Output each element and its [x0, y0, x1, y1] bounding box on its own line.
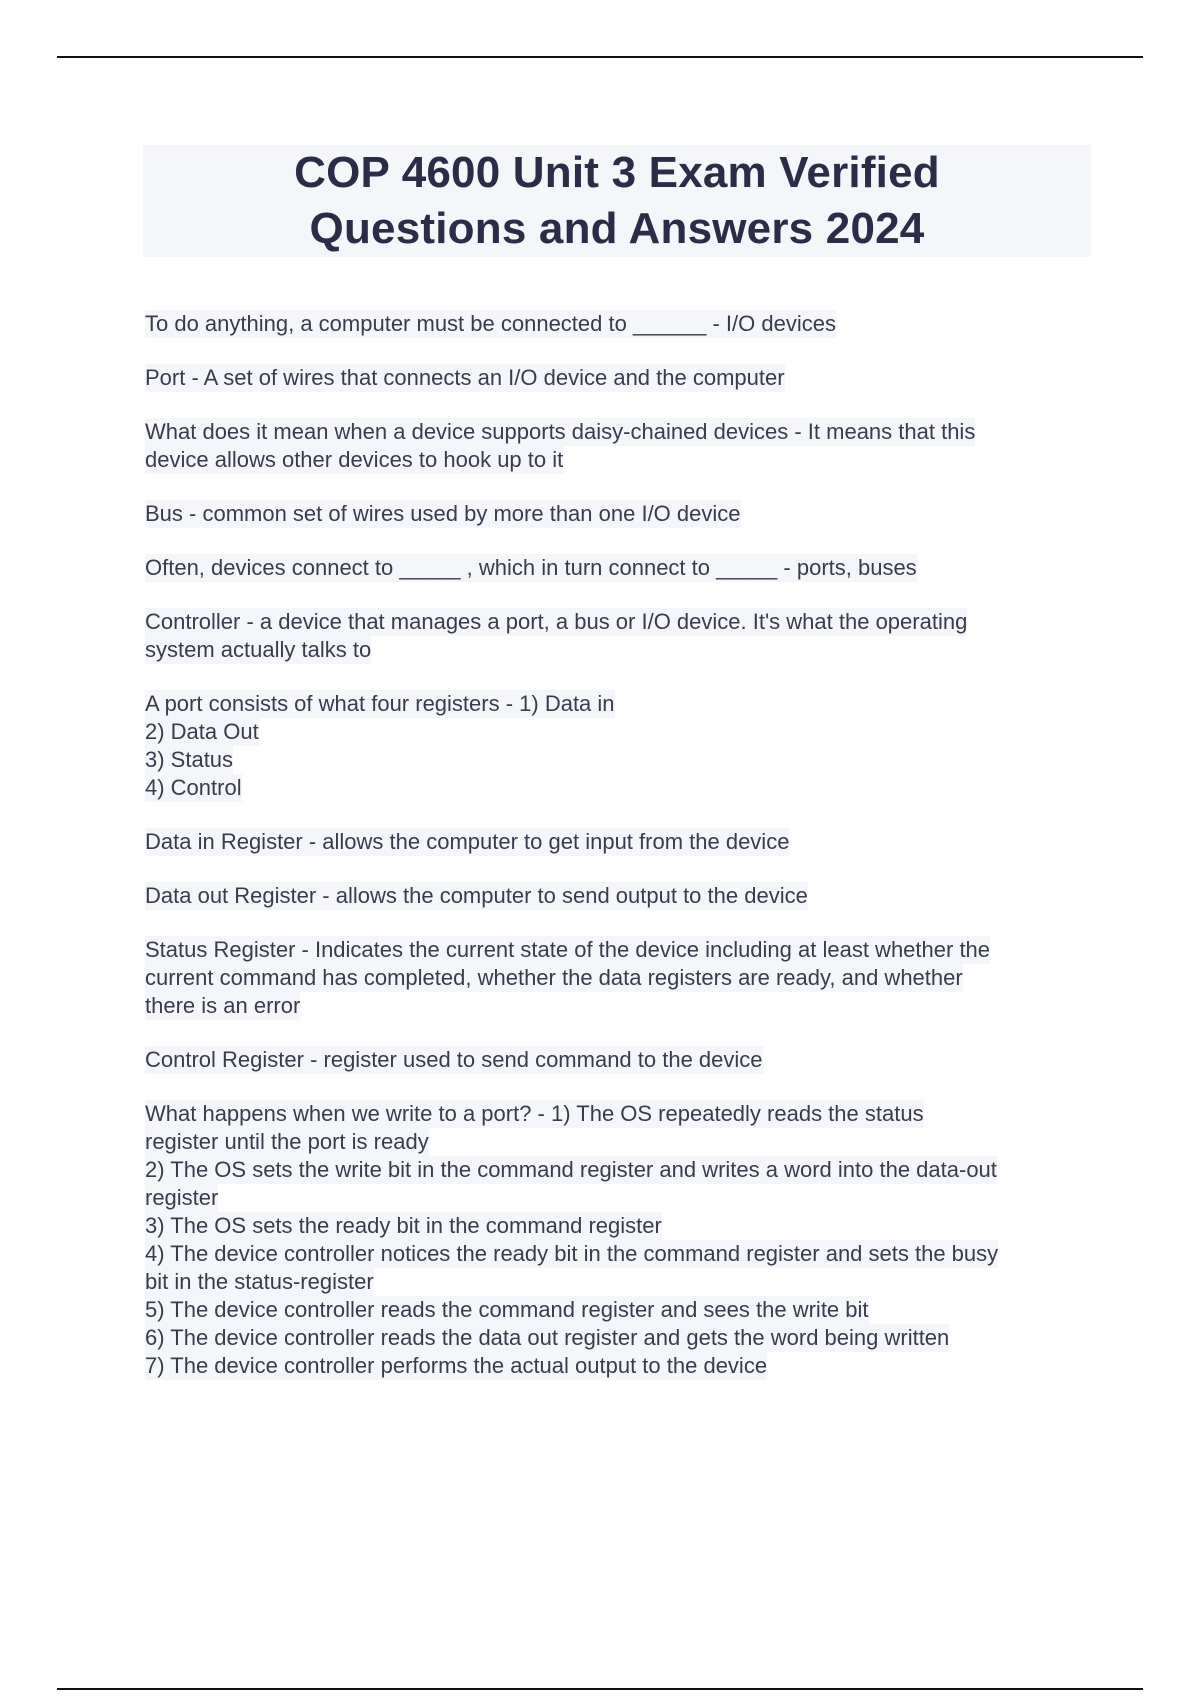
qa-text-line: register — [145, 1185, 219, 1210]
qa-item — [145, 608, 1090, 664]
qa-text-line: Controller - a device that manages a port, a bus or I/O device. It's what the operating — [145, 609, 968, 634]
qa-text-line: 4) Control — [145, 775, 242, 800]
top-divider — [57, 56, 1143, 58]
qa-text-line: 2) Data Out — [145, 719, 259, 744]
qa-text-line: What happens when we write to a port? - 1) The OS repeatedly reads the status — [145, 1101, 924, 1126]
qa-text-line: What does it mean when a device supports daisy-chained devices - It means that this — [145, 419, 976, 444]
qa-text-line: A port consists of what four registers - 1) Data in — [145, 691, 615, 716]
qa-text-line: 3) Status — [145, 747, 234, 772]
qa-text-line: Port - A set of wires that connects an I/O device and the computer — [145, 365, 785, 390]
qa-text-line: 4) The device controller notices the ready bit in the command register and sets the busy — [145, 1241, 999, 1266]
qa-text-line: device allows other devices to hook up to it — [145, 447, 564, 472]
qa-text-line: Often, devices connect to _____ , which in turn connect to _____ - ports, buses — [145, 555, 917, 580]
qa-text-line: there is an error — [145, 993, 301, 1018]
title-line: COP 4600 Unit 3 Exam Verified — [294, 148, 940, 197]
qa-text-line: system actually talks to — [145, 637, 372, 662]
qa-text-line: 6) The device controller reads the data out register and gets the word being written — [145, 1325, 950, 1350]
qa-text-line: 2) The OS sets the write bit in the command register and writes a word into the data-out — [145, 1157, 997, 1182]
qa-item — [145, 882, 1090, 910]
document-title — [143, 145, 1091, 257]
qa-text-line: current command has completed, whether the data registers are ready, and whether — [145, 965, 963, 990]
qa-text-line: Status Register - Indicates the current state of the device including at least whether the — [145, 937, 991, 962]
qa-text-line: Control Register - register used to send command to the device — [145, 1047, 763, 1072]
qa-item — [145, 936, 1090, 1020]
qa-text-line: register until the port is ready — [145, 1129, 429, 1154]
qa-item — [145, 828, 1090, 856]
qa-item — [145, 418, 1090, 474]
qa-list — [145, 310, 1090, 1406]
qa-item — [145, 1046, 1090, 1074]
qa-text-line: bit in the status-register — [145, 1269, 374, 1294]
qa-text-line: Bus - common set of wires used by more than one I/O device — [145, 501, 741, 526]
qa-text-line: Data out Register - allows the computer to send output to the device — [145, 883, 808, 908]
qa-item — [145, 310, 1090, 338]
qa-text-line: 5) The device controller reads the command register and sees the write bit — [145, 1297, 869, 1322]
qa-item — [145, 554, 1090, 582]
qa-item — [145, 364, 1090, 392]
qa-text-line: 7) The device controller performs the actual output to the device — [145, 1353, 768, 1378]
bottom-divider — [57, 1688, 1143, 1690]
qa-item — [145, 690, 1090, 802]
qa-text-line: Data in Register - allows the computer to get input from the device — [145, 829, 790, 854]
title-line: Questions and Answers 2024 — [309, 204, 925, 253]
qa-text-line: 3) The OS sets the ready bit in the command register — [145, 1213, 662, 1238]
qa-text-line: To do anything, a computer must be connected to ______ - I/O devices — [145, 311, 836, 336]
qa-item — [145, 500, 1090, 528]
qa-item — [145, 1100, 1090, 1380]
